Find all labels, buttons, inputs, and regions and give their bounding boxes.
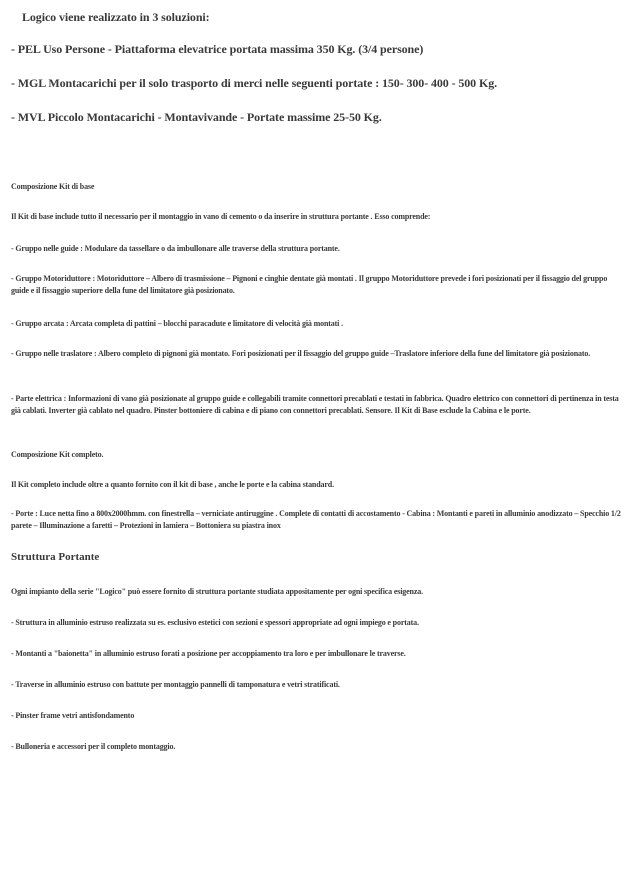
solution-mvl: - MVL Piccolo Montacarichi - Montavivande - Portate massime 25-50 Kg. [11, 110, 382, 124]
solution-pel: - PEL Uso Persone - Piattaforma elevatrice portata massima 350 Kg. (3/4 persone) [11, 42, 424, 56]
kit-base-item-guides: - Gruppo nelle guide : Modulare da tassellare o da imbullonare alle traverse della struttura portante. [11, 244, 340, 253]
kit-base-item-motor: - Gruppo Motoriduttore : Motoriduttore – Albero di trasmissione – Pignoni e cinghie dentate già montati . Il gruppo Motoriduttore prevede i fori posizionati per il fissaggio del gruppo guide e il fissaggio superiore della fune del limitatore già posizionato. [11, 274, 608, 295]
structure-heading: Struttura Portante [11, 551, 100, 563]
kit-base-item-traslatore: - Gruppo nelle traslatore : Albero completo di pignoni già montato. Fori posizionati per il fissaggio del gruppo guide –Traslatore inferiore della fune del limitatore già posizionato. [11, 349, 591, 358]
intro-title: Logico viene realizzato in 3 soluzioni: [22, 10, 210, 24]
kit-complete-item-doors: - Porte : Luce netta fino a 800x2000hmm. con finestrella – verniciate antiruggine . Complete di contatti di accostamento - Cabina : Montanti e pareti in alluminio anodizzato – Specchio 1/2 parete – Illuminazione a faretti – Protezioni in lamiera – Bottoniera su piastra inox [11, 509, 621, 530]
structure-item-crossbars: - Traverse in alluminio estruso con battute per montaggio pannelli di tamponatura e vetri stratificati. [11, 680, 340, 689]
structure-intro: Ogni impianto della serie "Logico" può essere fornito di struttura portante studiata appositamente per ogni specifica esigenza. [11, 587, 423, 596]
structure-item-uprights: - Montanti a "baionetta" in alluminio estruso forati a posizione per accoppiamento tra loro e per imbullonare le traverse. [11, 649, 406, 658]
structure-item-frame: - Struttura in alluminio estruso realizzata su es. esclusivo estetici con sezioni e spessori appropriate ad ogni impiego e portata. [11, 618, 419, 627]
kit-complete-heading: Composizione Kit completo. [11, 450, 104, 459]
kit-base-intro: Il Kit di base include tutto il necessario per il montaggio in vano di cemento o da inserire in struttura portante . Esso comprende: [11, 212, 431, 221]
kit-base-item-electric: - Parte elettrica : Informazioni di vano già posizionate al gruppo guide e collegabili tramite connettori precablati e testati in fabbrica. Quadro elettrico con connettori di pertinenza in testa già cablati. Inverter già cablato nel quadro. Pinster bottoniere di cabina e di piano con connettori precablati. Sensore. Il Kit di Base esclude la Cabina e le porte. [11, 394, 619, 415]
kit-complete-intro: Il Kit completo include oltre a quanto fornito con il kit di base , anche le porte e la cabina standard. [11, 480, 334, 489]
kit-base-item-arcata: - Gruppo arcata : Arcata completa di pattini – blocchi paracadute e limitatore di velocità già montati . [11, 319, 343, 328]
kit-base-heading: Composizione Kit di base [11, 182, 95, 191]
structure-item-glass: - Pinster frame vetri antisfondamento [11, 711, 135, 720]
solution-mgl: - MGL Montacarichi per il solo trasporto di merci nelle seguenti portate : 150- 300- 400 - 500 Kg. [11, 76, 498, 90]
structure-item-bolts: - Bulloneria e accessori per il completo montaggio. [11, 742, 176, 751]
